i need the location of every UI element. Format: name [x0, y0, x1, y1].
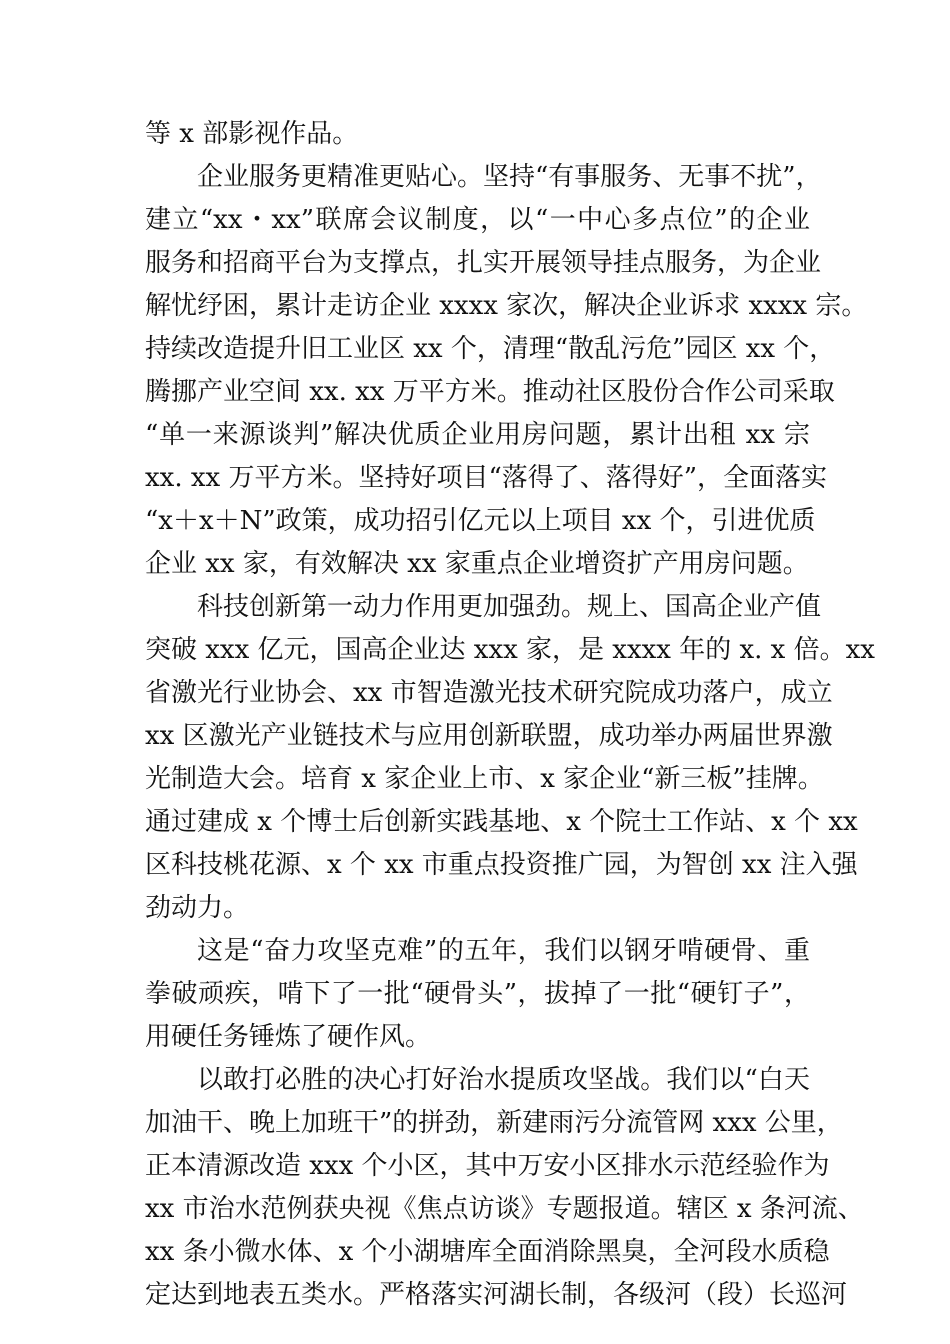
text-line: 以敢打必胜的决心打好治水提质攻坚战。我们以“白天 [197, 1065, 810, 1095]
text-line: 等 x 部影视作品。 [145, 119, 359, 149]
body-text [145, 113, 875, 1317]
text-line: 拳破顽疾，啃下了一批“硬骨头”，拔掉了一批“硬钉子”， [145, 979, 810, 1009]
text-line: 区科技桃花源、x 个 xx 市重点投资推广园，为智创 xx 注入强 [145, 850, 858, 880]
text-line: 科技创新第一动力作用更加强劲。规上、国高企业产值 [197, 592, 822, 622]
text-line: 加油干、晚上加班干”的拼劲，新建雨污分流管网 xxx 公里， [145, 1108, 843, 1138]
text-line: 突破 xxx 亿元，国高企业达 xxx 家，是 xxxx 年的 x. x 倍。xx [145, 635, 875, 665]
text-line: 企业 xx 家，有效解决 xx 家重点企业增资扩产用房问题。 [145, 549, 809, 579]
text-line: 这是“奋力攻坚克难”的五年，我们以钢牙啃硬骨、重 [197, 936, 810, 966]
text-line: 服务和招商平台为支撑点，扎实开展领导挂点服务，为企业 [145, 248, 822, 278]
text-line: 用硬任务锤炼了硬作风。 [145, 1022, 432, 1052]
text-line: 光制造大会。培育 x 家企业上市、x 家企业“新三板”挂牌。 [145, 764, 824, 794]
text-line: 持续改造提升旧工业区 xx 个，清理“散乱污危”园区 xx 个， [145, 334, 836, 364]
text-line: 劲动力。 [145, 893, 250, 923]
text-line: 正本清源改造 xxx 个小区，其中万安小区排水示范经验作为 [145, 1151, 830, 1181]
text-line: “x＋x＋N”政策，成功招引亿元以上项目 xx 个，引进优质 [145, 506, 816, 536]
text-line: 解忧纾困，累计走访企业 xxxx 家次，解决企业诉求 xxxx 宗。 [145, 291, 868, 321]
text-line: xx 市治水范例获央视《焦点访谈》专题报道。辖区 x 条河流、 [145, 1194, 864, 1224]
paragraph-five-years [145, 930, 810, 1059]
paragraph-continuation [145, 113, 810, 156]
text-line: 建立“xx・xx”联席会议制度，以“一中心多点位”的企业 [145, 205, 810, 235]
text-line: “单一来源谈判”解决优质企业用房问题，累计出租 xx 宗 [145, 420, 810, 450]
text-line: 定达到地表五类水。严格落实河湖长制，各级河（段）长巡河 [145, 1280, 848, 1310]
text-line: xx. xx 万平方米。坚持好项目“落得了、落得好”，全面落实 [145, 463, 828, 493]
paragraph-tech-innovation [145, 586, 875, 930]
text-line: 腾挪产业空间 xx. xx 万平方米。推动社区股份合作公司采取 [145, 377, 835, 407]
paragraph-water-treatment [145, 1059, 864, 1317]
text-line: 企业服务更精准更贴心。坚持“有事服务、无事不扰”， [197, 162, 822, 192]
text-line: 通过建成 x 个博士后创新实践基地、x 个院士工作站、x 个 xx [145, 807, 858, 837]
text-line: xx 区激光产业链技术与应用创新联盟，成功举办两届世界激 [145, 721, 833, 751]
text-line: 省激光行业协会、xx 市智造激光技术研究院成功落户，成立 [145, 678, 833, 708]
paragraph-enterprise-service [145, 156, 868, 586]
text-line: xx 条小微水体、x 个小湖塘库全面消除黑臭，全河段水质稳 [145, 1237, 830, 1267]
